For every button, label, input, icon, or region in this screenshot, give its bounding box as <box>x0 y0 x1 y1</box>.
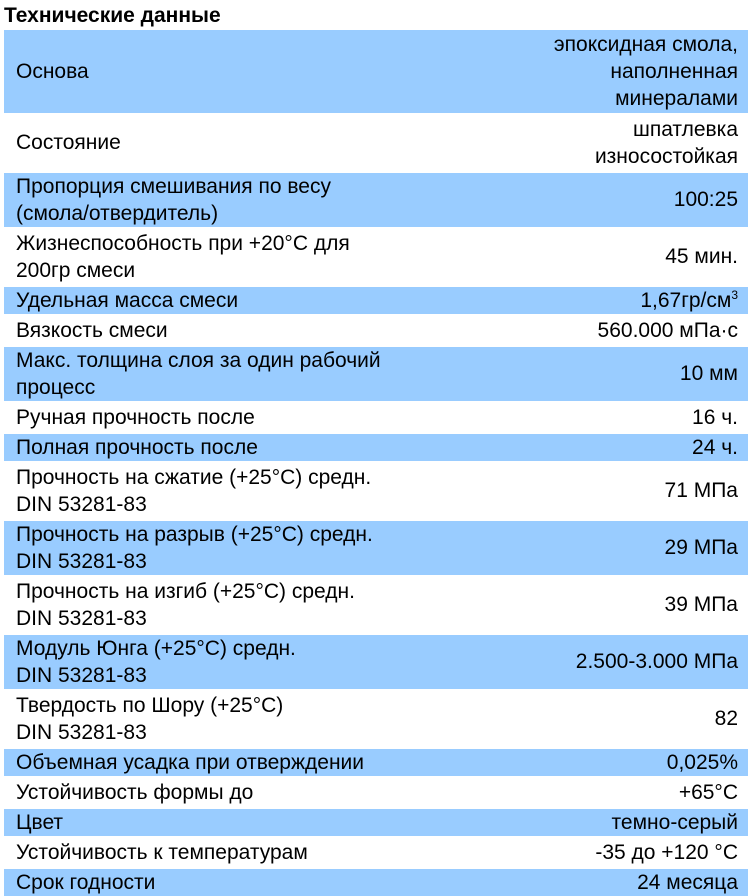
row-label: Прочность на изгиб (+25°С) средн. DIN 53281-83 <box>4 576 444 633</box>
row-label: Макс. толщина слоя за один рабочий процесс <box>4 345 444 402</box>
row-label: Модуль Юнга (+25°С) средн. DIN 53281-83 <box>4 633 444 690</box>
row-value <box>444 285 748 315</box>
row-value <box>444 171 748 228</box>
row-value <box>444 228 748 285</box>
row-value <box>444 315 748 345</box>
row-label: Вязкость смеси <box>4 315 444 345</box>
table-row <box>4 519 748 576</box>
row-value-superscript: 3 <box>731 287 738 302</box>
row-label: Цвет <box>4 807 444 837</box>
table-row <box>4 576 748 633</box>
row-value-text: 71 МПа <box>664 479 738 502</box>
row-value-text: 2.500-3.000 МПа <box>575 650 738 673</box>
row-value-text: темно-серый <box>611 810 738 834</box>
table-row <box>4 345 748 402</box>
row-label: Ручная прочность после <box>4 402 444 432</box>
row-value-text: 45 мин. <box>665 245 738 268</box>
row-value-text: 82 <box>714 707 738 730</box>
page-title: Технические данные <box>4 4 221 27</box>
row-value-text: 560.000 мПа·с <box>597 318 738 342</box>
row-label: Жизнеспособность при +20°С для 200гр смеси <box>4 228 444 285</box>
row-label: Полная прочность после <box>4 432 444 462</box>
spec-table <box>4 30 748 896</box>
table-row <box>4 315 748 345</box>
table-row <box>4 807 748 837</box>
row-value <box>444 345 748 402</box>
row-value <box>444 576 748 633</box>
table-row <box>4 867 748 896</box>
row-label: Прочность на сжатие (+25°С) средн. DIN 53281-83 <box>4 462 444 519</box>
table-row <box>4 171 748 228</box>
spec-table-body <box>4 30 748 896</box>
row-value-text: 24 месяца <box>637 870 738 894</box>
table-row <box>4 777 748 807</box>
row-value-text: 10 мм <box>679 362 738 385</box>
row-label: Устойчивость формы до <box>4 777 444 807</box>
row-value <box>444 402 748 432</box>
table-row <box>4 633 748 690</box>
row-value <box>444 807 748 837</box>
row-value <box>444 867 748 896</box>
row-value <box>444 114 748 171</box>
table-row <box>4 114 748 171</box>
row-label: Срок годности <box>4 867 444 896</box>
row-value <box>444 633 748 690</box>
row-label: Состояние <box>4 114 444 171</box>
table-row <box>4 432 748 462</box>
table-row <box>4 747 748 777</box>
row-value-text: шпатлевка износостойкая <box>594 117 738 168</box>
row-value-text: +65°С <box>678 780 738 804</box>
row-value <box>444 519 748 576</box>
table-row <box>4 837 748 867</box>
row-value <box>444 747 748 777</box>
table-row <box>4 30 748 114</box>
table-row <box>4 462 748 519</box>
row-value <box>444 462 748 519</box>
row-value <box>444 432 748 462</box>
row-label: Пропорция смешивания по весу (смола/отвердитель) <box>4 171 444 228</box>
row-value-text: 0,025% <box>666 750 738 774</box>
row-label: Устойчивость к температурам <box>4 837 444 867</box>
row-value-text: 39 МПа <box>664 593 738 616</box>
row-value <box>444 777 748 807</box>
row-value <box>444 837 748 867</box>
row-value-text: 24 ч. <box>692 435 738 459</box>
table-row <box>4 402 748 432</box>
row-label: Прочность на разрыв (+25°С) средн. DIN 53281-83 <box>4 519 444 576</box>
row-value-text: 100:25 <box>673 188 738 211</box>
row-value <box>444 690 748 747</box>
table-row <box>4 285 748 315</box>
row-label: Твердость по Шору (+25°С) DIN 53281-83 <box>4 690 444 747</box>
row-label: Основа <box>4 30 444 114</box>
row-value-text: -35 до +120 °С <box>595 840 738 864</box>
row-label: Удельная масса смеси <box>4 285 444 315</box>
row-value <box>444 30 748 114</box>
table-row <box>4 228 748 285</box>
row-value-text: 1,67гр/см <box>640 288 732 312</box>
row-value-text: эпоксидная смола, наполненная минералами <box>553 32 738 110</box>
table-row <box>4 690 748 747</box>
row-value-text: 29 МПа <box>664 536 738 559</box>
row-value-text: 16 ч. <box>692 405 738 429</box>
row-label: Объемная усадка при отверждении <box>4 747 444 777</box>
